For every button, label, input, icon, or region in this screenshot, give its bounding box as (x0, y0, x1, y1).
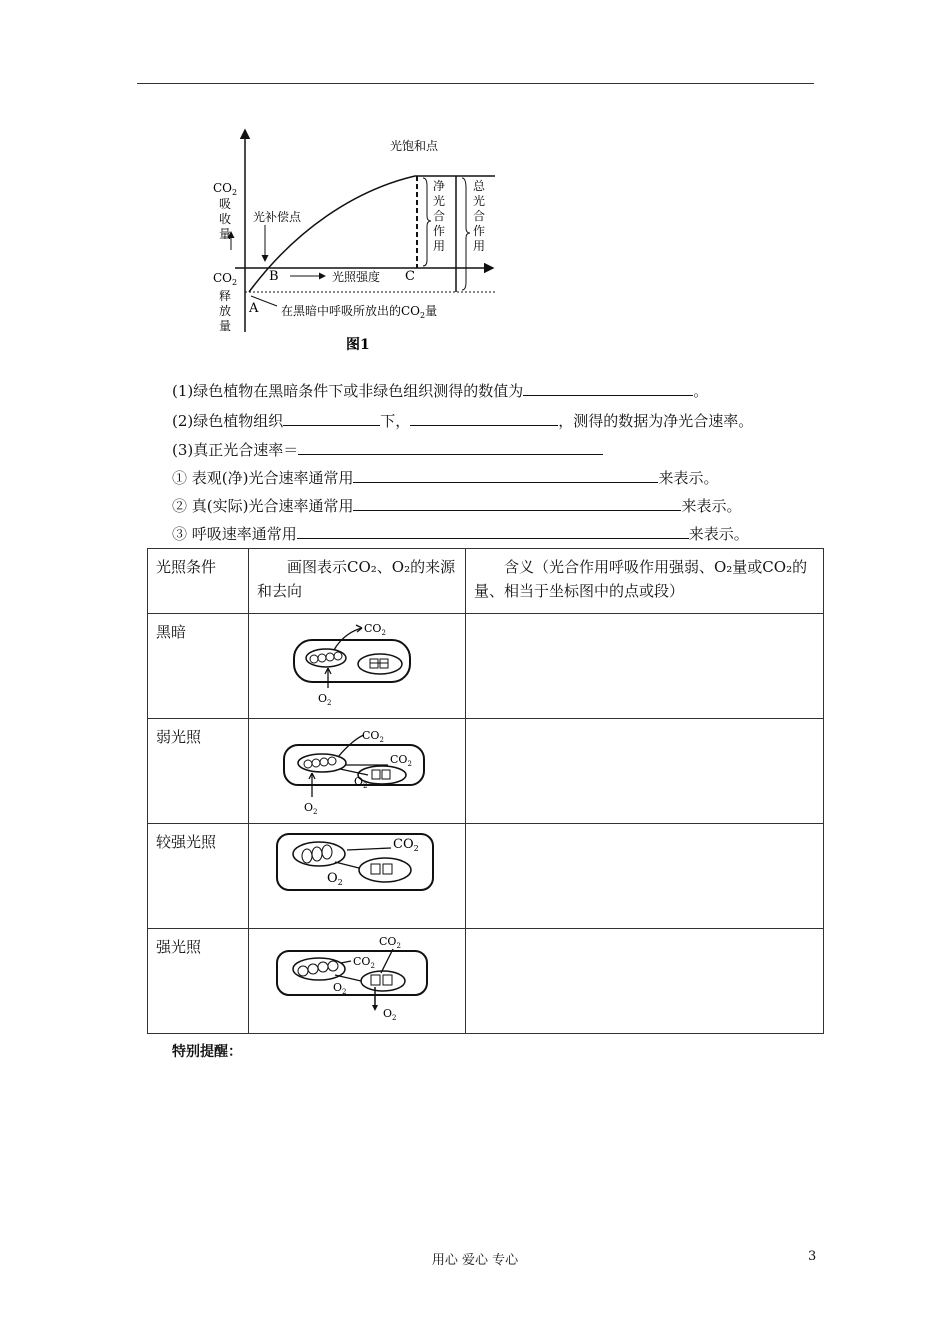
sub-question-1: ① 表观(净)光合速率通常用 来表示。 (172, 469, 719, 487)
svg-text:CO2: $CO_2$ (390, 753, 412, 768)
saturation-point-label: 光饱和点 (390, 139, 439, 153)
svg-text:CO2: $CO_2$ (379, 935, 401, 950)
weak-light-cell-diagram (282, 723, 432, 815)
y-bottom-char-3: 量 (219, 319, 232, 333)
svg-text:CO2: $CO_2$ (353, 955, 375, 970)
net-brace (423, 178, 431, 266)
strong-light-cell-diagram (275, 933, 439, 1023)
svg-text:O2: $O_2$ (318, 692, 332, 707)
svg-text:用: 用 (473, 239, 486, 253)
answer-blank-s1[interactable] (353, 468, 658, 483)
svg-text:O2: $O_2$ (333, 981, 347, 996)
answer-blank-2b[interactable] (410, 411, 558, 426)
special-note-label: 特别提醒： (172, 1044, 242, 1060)
y-top-char-2: 收 (219, 212, 232, 226)
answer-blank-3[interactable] (298, 440, 603, 455)
header-meaning: 含义（光合作用呼吸作用强弱、O₂量或CO₂的量、相当于坐标图中的点或段） (466, 549, 824, 614)
page-footer: 用心 爱心 专心 (431, 1253, 519, 1268)
total-brace (462, 178, 470, 290)
table-row (148, 824, 824, 929)
question-1-text: (1)绿色植物在黑暗条件下或非绿色组织测得的数值为 (172, 382, 524, 400)
dark-cell-diagram (282, 618, 432, 708)
point-c-label: C (405, 269, 415, 284)
light-curve-figure (205, 120, 505, 360)
x-axis-label: 光照强度 (332, 270, 381, 284)
svg-text:O2: $O_2$ (354, 775, 368, 790)
y-top-char-3: 量 (219, 227, 232, 241)
answer-blank-s3[interactable] (297, 524, 689, 539)
header-rule (137, 83, 814, 84)
page-number: 3 (808, 1249, 817, 1264)
point-b-label: B (269, 269, 279, 284)
moderate-light-cell-diagram (275, 828, 439, 898)
sub-question-3: ③ 呼吸速率通常用 来表示。 (172, 525, 749, 543)
y-top-label: $CO_2$ (213, 181, 238, 197)
y-bottom-label: $CO_2$ (213, 271, 238, 287)
point-a-label: A (249, 301, 259, 316)
svg-text:CO2: $CO_2$ (393, 837, 419, 853)
svg-text:合: 合 (433, 209, 446, 223)
question-1: (1)绿色植物在黑暗条件下或非绿色组织测得的数值为 。 (172, 382, 709, 400)
answer-blank-1[interactable] (523, 381, 693, 396)
svg-text:净: 净 (433, 179, 446, 193)
svg-text:CO2: $CO_2$ (364, 622, 386, 637)
header-condition: 光照条件 (148, 549, 249, 614)
answer-blank-2a[interactable] (283, 411, 380, 426)
diagram-cell (249, 719, 466, 824)
row-condition: 黑暗 (148, 614, 249, 719)
question-2: (2)绿色植物组织 下， ，测得的数据为净光合速率。 (172, 412, 754, 430)
compensation-point-label: 光补偿点 (253, 210, 302, 224)
y-top-char-1: 吸 (219, 197, 232, 211)
svg-text:用: 用 (433, 239, 446, 253)
svg-text:O2: $O_2$ (327, 871, 343, 887)
meaning-cell[interactable] (466, 614, 824, 719)
table-row (148, 929, 824, 1034)
total-photosynthesis-label (473, 179, 486, 253)
dark-respiration-label: 在黑暗中呼吸所放出的$CO_2$量 (281, 304, 438, 320)
table-row (148, 719, 824, 824)
diagram-cell (249, 929, 466, 1034)
sub-question-2: ② 真(实际)光合速率通常用 来表示。 (172, 497, 742, 515)
question-3: (3)真正光合速率＝ (172, 440, 603, 460)
y-bottom-char-1: 释 (219, 289, 232, 303)
svg-text:作: 作 (433, 224, 446, 238)
light-condition-table (147, 548, 824, 1034)
svg-text:合: 合 (473, 209, 486, 223)
svg-text:作: 作 (473, 224, 486, 238)
meaning-cell[interactable] (466, 929, 824, 1034)
svg-text:O2: $O_2$ (304, 801, 318, 815)
table-row (148, 614, 824, 719)
diagram-cell (249, 824, 466, 929)
svg-text:光: 光 (433, 194, 446, 208)
row-condition: 弱光照 (148, 719, 249, 824)
figure-caption: 图1 (346, 337, 370, 353)
table-header-row (148, 549, 824, 614)
svg-text:O2: $O_2$ (383, 1007, 397, 1022)
row-condition: 较强光照 (148, 824, 249, 929)
svg-text:光: 光 (473, 194, 486, 208)
header-drawing: 画图表示CO₂、O₂的来源和去向 (249, 549, 466, 614)
meaning-cell[interactable] (466, 824, 824, 929)
answer-blank-s2[interactable] (353, 496, 681, 511)
svg-text:总: 总 (473, 179, 486, 193)
y-bottom-char-2: 放 (219, 304, 232, 318)
svg-text:CO2: $CO_2$ (362, 729, 384, 744)
net-photosynthesis-label (433, 178, 445, 253)
meaning-cell[interactable] (466, 719, 824, 824)
diagram-cell (249, 614, 466, 719)
row-condition: 强光照 (148, 929, 249, 1034)
